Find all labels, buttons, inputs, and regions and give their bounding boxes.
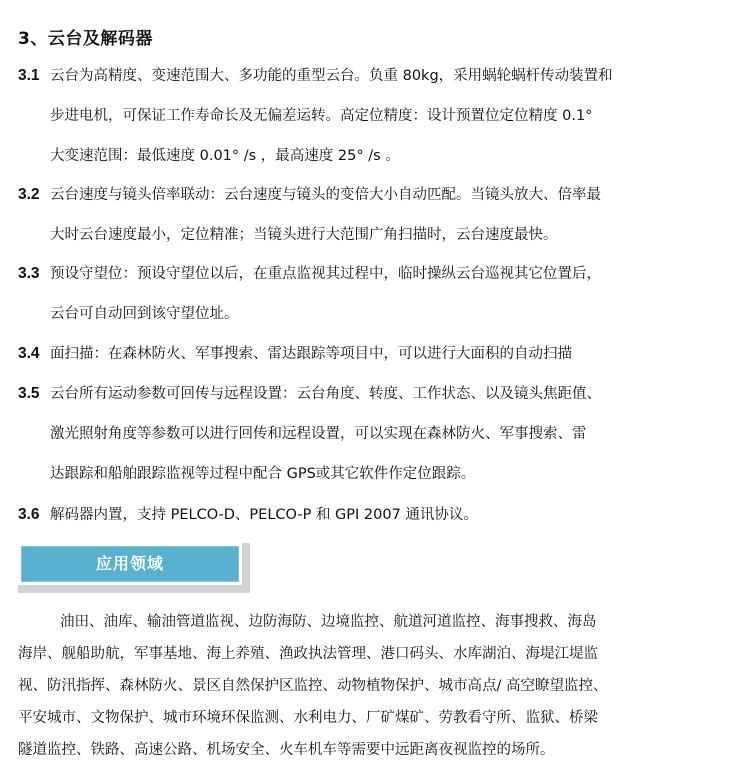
item-text-line: 大时云台速度最小，定位精准；当镜头进行大范围广角扫描时，云台速度最快。: [50, 227, 558, 243]
paragraph-line: 视、防汛指挥、森林防火、景区自然保护区监控、动物植物保护、城市高点/ 高空瞭望监控、: [18, 678, 608, 694]
item-text-line: 解码器内置，支持 PELCO-D、PELCO-P 和 GPI 2007 通讯协议。: [50, 507, 478, 523]
applications-paragraph: [18, 606, 730, 766]
banner-shadow: [18, 543, 250, 593]
item-number: 3.2: [18, 186, 40, 203]
item-text-line: 激光照射角度等参数可以进行回传和远程设置，可以实现在森林防火、军事搜索、雷: [50, 426, 587, 442]
spec-item-3-5: [18, 374, 730, 494]
paragraph-line: 海岸、舰船助航，军事基地、海上养殖、渔政执法管理、港口码头、水库湖泊、海堤江堤监: [18, 646, 598, 662]
item-text-line: 云台为高精度、变速范围大、多功能的重型云台。负重 80kg，采用蜗轮蜗杆传动装置和: [50, 68, 613, 84]
item-number: 3.1: [18, 67, 40, 84]
paragraph-line: 油田、油库、输油管道监视、边防海防、边境监控、航道河道监控、海事搜救、海岛: [60, 614, 597, 630]
spec-item-3-1: [18, 56, 730, 176]
paragraph-line: 平安城市、文物保护、城市环境环保监测、水利电力、厂矿煤矿、劳教看守所、监狱、桥梁: [18, 710, 598, 726]
spec-item-3-4: [18, 334, 730, 374]
item-number: 3.4: [18, 345, 40, 362]
item-text-line: 云台所有运动参数可回传与远程设置：云台角度、转度、工作状态、以及镜头焦距值、: [50, 386, 601, 402]
item-text-line: 大变速范围：最低速度 0.01° /s ，最高速度 25° /s 。: [50, 148, 400, 164]
banner-label: 应用领域: [95, 554, 164, 573]
paragraph-line: 隧道监控、铁路、高速公路、机场安全、火车机车等需要中远距离夜视监控的场所。: [18, 742, 555, 758]
item-text-line: 云台速度与镜头倍率联动：云台速度与镜头的变倍大小自动匹配。当镜头放大、倍率最: [50, 187, 601, 203]
spec-item-3-2: [18, 175, 730, 255]
item-text-line: 面扫描：在森林防火、军事搜索、雷达跟踪等项目中，可以进行大面积的自动扫描: [50, 346, 572, 362]
item-text-line: 步进电机，可保证工作寿命长及无偏差运转。高定位精度：设计预置位定位精度 0.1°: [50, 108, 593, 124]
item-number: 3.5: [18, 385, 40, 402]
item-number: 3.6: [18, 506, 40, 523]
section-title: 3、云台及解码器: [18, 29, 153, 49]
item-text-line: 预设守望位：预设守望位以后，在重点监视其过程中，临时操纵云台巡视其它位置后，: [50, 266, 601, 282]
item-text-line: 云台可自动回到该守望位址。: [50, 306, 239, 322]
item-text-line: 达跟踪和船舶跟踪监视等过程中配合 GPS或其它软件作定位跟踪。: [50, 466, 476, 482]
spec-item-3-3: [18, 254, 730, 334]
item-number: 3.3: [18, 265, 40, 282]
spec-item-3-6: [18, 495, 730, 535]
